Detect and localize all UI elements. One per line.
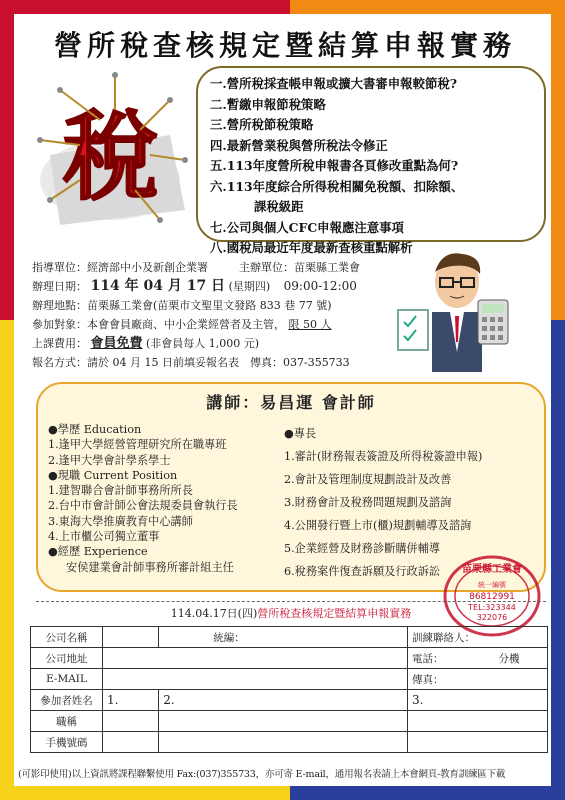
date-row	[32, 277, 412, 296]
expertise-line: ●專長	[284, 427, 317, 440]
topic-item: 八.國稅局最近年度最新查核重點解析	[210, 240, 413, 255]
expertise-line: 4.公開發行暨上市(櫃)規劃輔導及諮詢	[284, 519, 472, 532]
company-name-label: 公司名稱	[31, 627, 103, 648]
instructor-title: 講師：易昌運 會計師	[206, 393, 376, 412]
table-row	[31, 627, 548, 648]
contact-label: 訓練聯絡人：	[411, 631, 475, 644]
topic-item: 三.營所稅節稅策略	[210, 117, 314, 132]
address-label: 公司地址	[31, 648, 103, 669]
fee-note: (非會員每人 1,000 元)	[146, 337, 260, 350]
bg-line: 2.台中市會計師公會法規委員會執行長	[48, 499, 238, 513]
date-time: 09:00-12:00	[283, 279, 357, 293]
target-text: 參加對象：本會會員廠商、中小企業經營者及主管，	[32, 318, 285, 331]
place-row: 辦理地點：苗栗縣工業會(苗栗市文聖里文發路 833 巷 77 號)	[32, 299, 332, 312]
stamp-fax: 322076	[476, 613, 508, 622]
mobile-2-field[interactable]	[159, 732, 408, 753]
attendee-2-field[interactable]: 2.	[159, 690, 408, 711]
table-row	[31, 711, 548, 732]
form-title	[36, 601, 546, 619]
topic-item: 二.暫繳申報節稅策略	[210, 96, 326, 112]
stamp-org: 苗栗縣工業會	[462, 564, 522, 575]
job-title-label: 職稱	[31, 711, 103, 732]
stamp-id: 86812991	[469, 592, 515, 602]
expertise-line: 1.審計(財務報表簽證及所得稅簽證申報)	[284, 450, 483, 463]
fee-label: 上課費用：	[32, 337, 87, 350]
form-title-name: 營所稅查核規定暨結算申報實務	[257, 607, 412, 620]
bg-line: 4.上市櫃公司獨立董事	[48, 530, 160, 544]
address-field[interactable]	[103, 648, 408, 669]
serial-field[interactable]	[159, 627, 408, 648]
fax-label: 傳真：	[411, 673, 444, 686]
attendee-1-field[interactable]: 1.	[103, 690, 159, 711]
course-topics	[196, 66, 546, 255]
host-unit: 主辦單位：苗栗縣工業會	[239, 261, 360, 274]
mobile-1-field[interactable]	[103, 732, 159, 753]
topic-item: 一.營所稅採查帳申報或擴大書審申報較節稅?	[210, 76, 457, 91]
bg-line: 2.逢甲大學會計學系學士	[48, 453, 171, 467]
stamp-id-label: 統一編號	[478, 581, 506, 589]
contact-field[interactable]	[407, 627, 547, 648]
accountant-illustration	[392, 242, 512, 372]
phone-field[interactable]	[407, 648, 547, 669]
instructor-background	[48, 422, 288, 575]
email-field[interactable]	[103, 669, 408, 690]
event-info	[32, 258, 412, 372]
stamp-tel: TEL:323344	[468, 603, 516, 612]
form-title-date: 114.04.17日(四)	[170, 607, 258, 620]
topic-item: 六.113年度綜合所得稅相關免稅額、扣除額、	[210, 178, 464, 194]
target-row	[32, 315, 412, 334]
registration-form	[30, 626, 548, 753]
serial-label: 統編：	[213, 631, 245, 644]
expertise-line: 2.會計及管理制度規劃設計及改善	[284, 473, 452, 486]
expertise-line: 5.企業經營及財務診斷購併輔導	[284, 542, 441, 555]
date-label: 辦理日期：	[32, 280, 87, 293]
bg-line: ●現職 Current Position	[48, 468, 178, 482]
expertise-line: 3.財務會計及稅務問題規劃及諮詢	[284, 496, 452, 509]
organizers-row	[32, 258, 412, 277]
table-row	[31, 690, 548, 711]
job-title-2-field[interactable]	[159, 711, 408, 732]
fee-value: 會員免費	[90, 336, 143, 351]
bg-line: 1.建智聯合會計師事務所所長	[48, 484, 193, 498]
email-label: E-MAIL	[31, 669, 103, 690]
bg-line: ●學歷 Education	[48, 423, 142, 436]
date-weekday: (星期四)	[228, 280, 271, 293]
table-row	[31, 648, 548, 669]
tax-character: 稅	[62, 100, 158, 213]
job-title-1-field[interactable]	[103, 711, 159, 732]
topic-item-continued: 課稅級距	[254, 199, 304, 214]
tax-character-graphic	[20, 60, 200, 240]
date-value: 114 年 04 月 17 日	[90, 278, 226, 294]
page-title: 營所稅查核規定暨結算申報實務	[53, 29, 516, 62]
guide-unit: 指導單位：經濟部中小及新創企業署	[32, 261, 208, 274]
topic-item: 四.最新營業稅與營所稅法令修正	[210, 137, 388, 153]
job-title-3-field[interactable]	[408, 711, 548, 732]
bg-line: 安侯建業會計師事務所審計組主任	[66, 560, 234, 574]
attendee-3-field[interactable]: 3.	[408, 690, 548, 711]
expertise-line: 6.稅務案件復查訴願及行政訴訟	[284, 565, 441, 578]
bg-line: ●經歷 Experience	[48, 545, 148, 559]
target-limit: 限 50 人	[288, 318, 332, 331]
fax-field[interactable]	[407, 669, 547, 690]
ext-label: 分機	[498, 652, 520, 665]
bg-line: 3.東海大學推廣教育中心講師	[48, 514, 193, 528]
fee-row	[32, 334, 412, 353]
table-row	[31, 732, 548, 753]
phone-label: 電話：	[411, 652, 444, 665]
attendee-label: 參加者姓名	[31, 690, 103, 711]
bg-line: 1.逢甲大學經營管理研究所在職專班	[48, 438, 227, 452]
company-name-field[interactable]	[103, 627, 159, 648]
topic-item: 五.113年度營所稅申報書各頁修改重點為何?	[210, 158, 459, 173]
footer-note: (可影印使用)以上資訊將課程聯繫使用 Fax:(037)355733，亦可寄 E-mail，通用報名表請上本會網頁-教育訓練區下載	[18, 769, 506, 780]
mobile-label: 手機號碼	[31, 732, 103, 753]
topic-item: 七.公司與個人CFC申報應注意事項	[210, 219, 404, 235]
table-row	[31, 669, 548, 690]
mobile-3-field[interactable]	[408, 732, 548, 753]
register-row: 報名方式：請於 04 月 15 日前填妥報名表 傳真：037-355733	[32, 356, 350, 369]
